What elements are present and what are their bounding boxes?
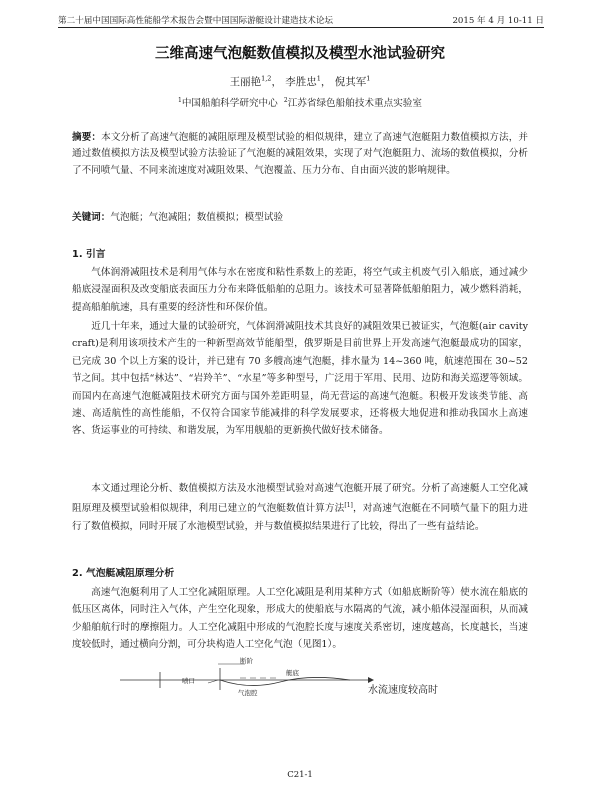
figure-label: 气泡腔 (238, 689, 258, 697)
paragraph (72, 480, 528, 535)
section-heading: 2. 气泡艇减阻原理分析 (72, 568, 175, 579)
keywords-label: 关键词： (72, 212, 111, 223)
keywords (72, 210, 528, 226)
section-heading: 1. 引言 (72, 249, 106, 260)
citation: [1] (344, 502, 353, 510)
author-affil-mark: 1,2 (261, 74, 272, 83)
header-rule (58, 27, 544, 28)
author-affil-mark: 1 (316, 74, 321, 83)
figure-label: 喷口 (182, 677, 195, 685)
leader-line (208, 680, 218, 683)
abstract-text: 本文分析了高速气泡艇的减阻原理及模型试验的相似规律，建立了高速气泡艇阻力数值模拟方法，并通过数值模拟方法及模型试验方法验证了气泡艇的减阻效果，实现了对气泡艇阻力、流场的数值模拟，分析了不同喷气量、不同来流速度对减阻效果、气泡覆盖、压力分布、自由面兴波的影响规律。 (72, 132, 529, 176)
author-name: 倪其军 (334, 76, 367, 88)
cavity-curve (220, 677, 350, 685)
author-affil-mark: 1 (366, 74, 371, 83)
author-name: 李胜忠 (285, 76, 317, 88)
affil-mark: 1 (177, 96, 182, 104)
keywords-text: 气泡艇；气泡减阻；数值模拟；模型试验 (110, 212, 284, 223)
author-list: 王丽艳$^{1,2}$， 李胜忠$^1$， 倪其军$^1$ (229, 74, 371, 88)
figure-caption: 水流速度较高时 (368, 685, 438, 696)
affiliation: 中国船舶科学研究中心 (181, 98, 278, 109)
figure-diagram (100, 650, 520, 710)
affil-mark: 2 (283, 96, 288, 104)
conference-date: 2015 年 4 月 10-11 日 (452, 16, 544, 26)
paragraph-text: 本文通过理论分析、数值模拟方法及水池模型试验对高速气泡艇开展了研究。分析了高速艇人工空化减阻原理及模型试验相似规律，利用已建立的气泡艇数值计算方法 (72, 483, 528, 515)
figure-1 (100, 650, 520, 710)
paragraph-text: ，对高速气泡艇在不同喷气量下的阻力进行了数值模拟，同时开展了水池模型试验，并与数值模拟结果进行了比较，得出了一些有益结论。 (72, 503, 528, 532)
conference-name: 第二十届中国国际高性能船学术报告会暨中国国际游艇设计建造技术论坛 (58, 16, 334, 26)
paragraph: 高速气泡艇利用了人工空化减阻原理。人工空化减阻是利用某种方式（如船底断阶等）使水流在船底的低压区离体，同时注入气体，产生空化现象，形成大的使船底与水隔离的气流，减小船体浸湿面积，从而减少船舶航行时的摩擦阻力。人工空化减阻中形成的气泡腔长度与速度关系密切，速度越高，长度越长，当速度较低时，通过横向分割，可分块构造人工空化气泡（见图1）。 (72, 587, 528, 651)
abstract (72, 130, 528, 179)
abstract-label: 摘要： (72, 132, 102, 143)
figure-label: 艇底 (286, 669, 299, 677)
author-name: 王丽艳 (229, 76, 262, 88)
affiliation: 江苏省绿色船舶技术重点实验室 (287, 98, 422, 109)
figure-label: 断阶 (240, 657, 253, 665)
page-number: C21-1 (287, 770, 313, 780)
affiliations (0, 95, 600, 109)
paragraph: 近几十年来，通过大量的试验研究，气体润滑减阻技术其良好的减阻效果已被证实，气泡艇(air cavity craft)是利用该项技术产生的一种新型高效节能船型，俄罗斯是目前世界上开发高速气泡艇最成功的国家，已完成 30 个以上方案的设计，并已建有 70 多艘高速气泡艇，排水量为 14~360 吨，航速范围在 30~52 节之间。其中包括“林达”、“岩羚羊”、“水星”等多种型号，广泛用于军用、民用、边防和海关巡逻等领域。而国内在高速气泡艇减阻技术研究方面与国外差距明显，尚无营运的高速气泡艇。积极开发该类节能、高速、高适航性的高性能船，不仅符合国家节能减排的科学发展要求，还将极大地促进和推动我国水上高速客、货运事业的可持续、和谐发展，为军用舰船的更新换代做好技术储备。 (72, 321, 528, 437)
paragraph: 气体润滑减阻技术是利用气体与水在密度和粘性系数上的差距，将空气或主机废气引入船底，通过减少船底浸湿面积及改变船底表面压力分布来降低船舶的总阻力。该技术可显著降低船舶阻力，减少燃料消耗，提高船舶航速，具有重要的经济性和环保价值。 (72, 267, 528, 313)
paper-title: 三维高速气泡艇数值模拟及模型水池试验研究 (155, 46, 445, 62)
